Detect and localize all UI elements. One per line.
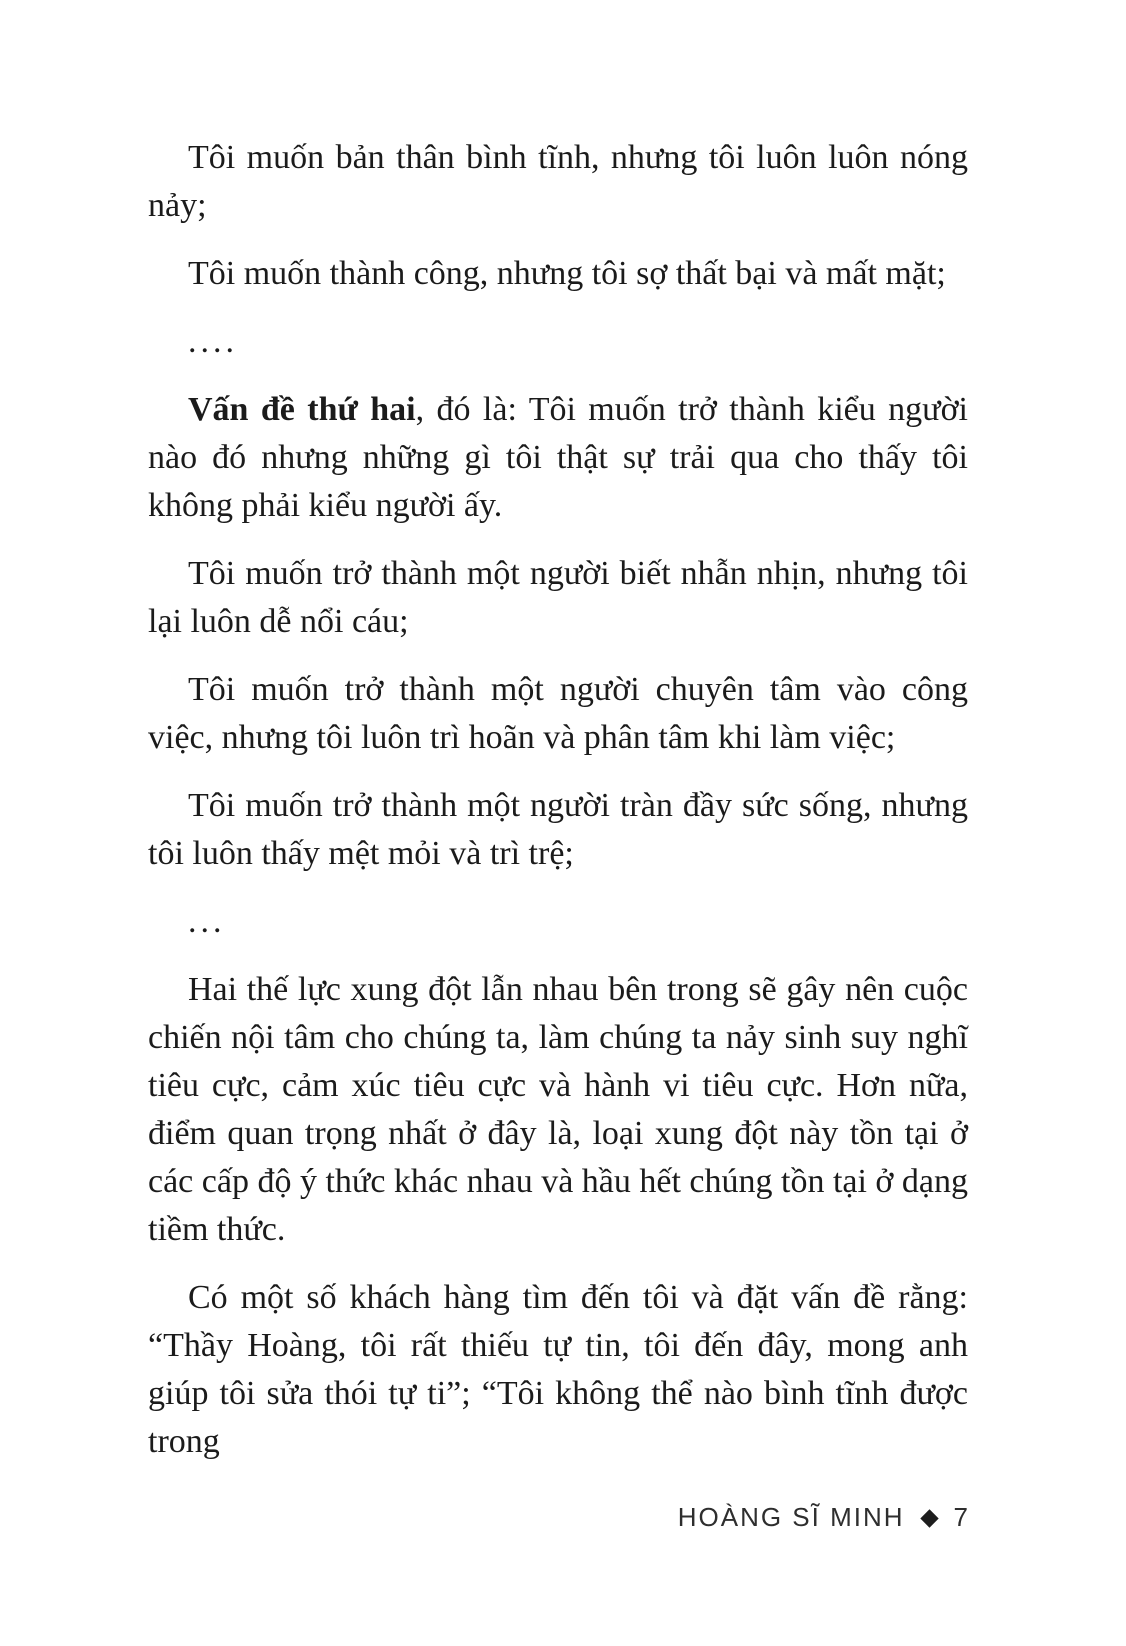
paragraph: Vấn đề thứ hai, đó là: Tôi muốn trở thành kiểu người nào đó nhưng những gì tôi thật sự trải qua cho thấy tôi không phải kiểu người ấy.: [148, 391, 968, 524]
footer-page-number: 7: [953, 1502, 968, 1532]
paragraph: Hai thế lực xung đột lẫn nhau bên trong sẽ gây nên cuộc chiến nội tâm cho chúng ta, làm chúng ta nảy sinh suy nghĩ tiêu cực, cảm xúc tiêu cực và hành vi tiêu cực. Hơn nữa, điểm quan trọng nhất ở đây là, loại xung đột này tồn tại ở các cấp độ ý thức khác nhau và hầu hết chúng tồn tại ở dạng tiềm thức.: [148, 971, 969, 1248]
footer-author-name: HOÀNG SĨ MINH: [677, 1502, 905, 1532]
page-footer: [678, 1502, 968, 1533]
paragraph: Tôi muốn bản thân bình tĩnh, nhưng tôi luôn luôn nóng nảy;: [148, 139, 968, 224]
ellipsis-line: ....: [188, 323, 238, 360]
paragraph: Có một số khách hàng tìm đến tôi và đặt vấn đề rằng: “Thầy Hoàng, tôi rất thiếu tự tin, tôi đến đây, mong anh giúp tôi sửa thói tự ti”; “Tôi không thể nào bình tĩnh được trong: [148, 1279, 968, 1460]
paragraph: Tôi muốn trở thành một người tràn đầy sức sống, nhưng tôi luôn thấy mệt mỏi và trì trệ;: [148, 787, 968, 872]
paragraph: Tôi muốn thành công, nhưng tôi sợ thất bại và mất mặt;: [188, 255, 946, 292]
paragraph-bold-lead: Vấn đề thứ hai: [188, 391, 416, 428]
page-body-text: [148, 134, 968, 1466]
paragraph: Tôi muốn trở thành một người chuyên tâm vào công việc, nhưng tôi luôn trì hoãn và phân tâm khi làm việc;: [148, 671, 968, 756]
diamond-icon: [920, 1509, 938, 1527]
paragraph: Tôi muốn trở thành một người biết nhẫn nhịn, nhưng tôi lại luôn dễ nổi cáu;: [148, 555, 968, 640]
ellipsis-line: ...: [188, 903, 226, 940]
